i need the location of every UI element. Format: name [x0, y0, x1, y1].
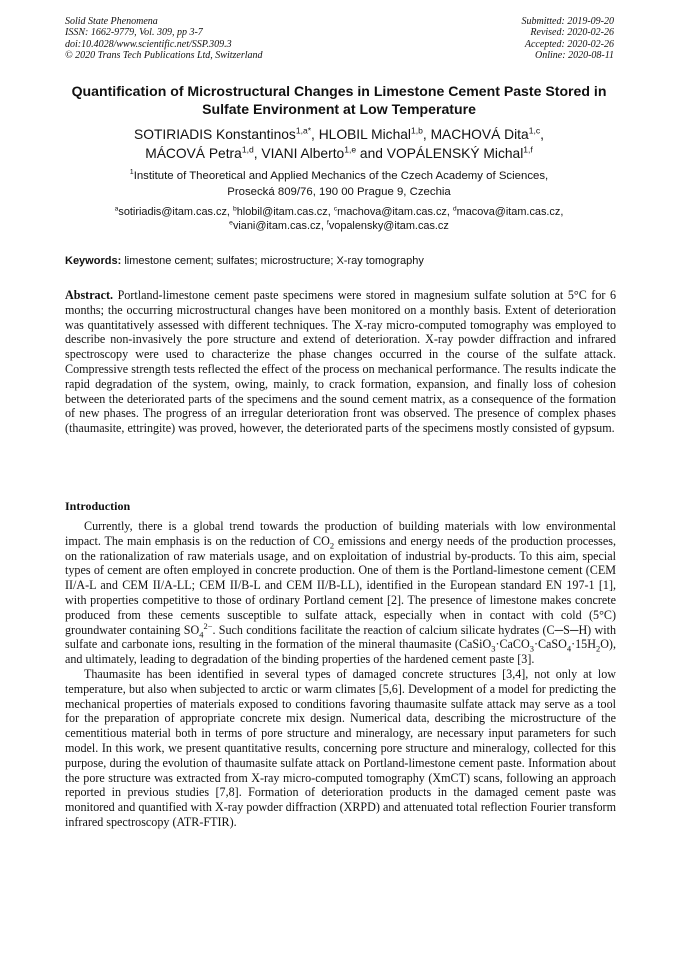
email-link[interactable]: macova@itam.cas.cz — [456, 206, 561, 218]
author-separator: , — [311, 127, 319, 142]
subscript: 2 — [329, 540, 335, 551]
copyright-line: © 2020 Trans Tech Publications Ltd, Switzerland — [65, 50, 263, 62]
abstract-text: Portland-limestone cement paste specimens were stored in magnesium sulfate solution at 5°C for 6 months; the occurring microstructural changes have been monitored on a monthly basis. Extent of deterioration was quantitatively assessed with different techniques. The X-ray micro-computed tomography was employed to describe non-invasively the pore structure and extend of deterioration. X-ray powder diffraction and infrared spectroscopy were used to characterize the phase changes occurred in the course of the sulfate attack. Compressive strength tests reflected the effect of the process on mechanical performance. The results indicate the rapid degradation of the system, owing, mainly, to crack formation, expansion, and finally loss of cohesion between the deteriorated parts of the specimens and the sound cement matrix, as a consequence of the formation of new phases. The progress of an irregular deterioration front was observed. The presence of complex phases (thaumasite, ettringite) was proved, however, the deteriorated parts of the specimens mostly consisted of gypsum. — [65, 288, 616, 436]
affiliation — [62, 169, 616, 200]
paragraph — [65, 519, 616, 667]
introduction-body — [65, 519, 616, 830]
paragraph: Thaumasite has been identified in several types of damaged concrete structures [3,4], not only at low temperature, but also when subjected to arctic or warm climates [5,6]. Development of a model for predicting the mechanical properties of materials exposed to conditions favoring thaumasite sulfate attack may serve as a tool for the preparation of appropriate concrete mix design. Numerical data, describing the microstructure of the cementitious material both in terms of pore structure and mineralogy, are necessary input parameters for such model. In this work, we present quantitative results, concerning pore structure and mineralogy, collected for this purpose, during the evolution of thaumasite sulfate attack on Portland-limestone cement paste. Information about the pore structure was extracted from X-ray micro-computed tomography (XmCT) scans, following an approach reported in previous studies [7,8]. Formation of deterioration products in the damaged cement paste was monitored and quantified with X-ray powder diffraction (XRPD) and attenuated total reflection Fourier transform infrared spectroscopy (ATR-FTIR). — [65, 666, 616, 829]
email-mark: c — [333, 205, 338, 213]
email-link[interactable]: sotiriadis@itam.cas.cz — [118, 206, 227, 218]
email-link[interactable]: machova@itam.cas.cz — [337, 206, 447, 218]
email-list — [62, 206, 616, 233]
author-affil-mark: 1,b — [411, 125, 423, 136]
author-name: MÁCOVÁ Petra — [145, 146, 242, 161]
revised-date: Revised: 2020-02-26 — [530, 27, 614, 39]
text-run: O), and ultimately, leading to degradation of the binding properties of the hardened cement paste [3]. — [65, 637, 616, 667]
email-separator: , — [560, 206, 564, 218]
email-mark: d — [452, 205, 457, 213]
author-affil-mark: 1,c — [528, 125, 541, 136]
email-separator: , — [226, 206, 233, 218]
keywords — [65, 254, 615, 268]
text-run: ·CaCO — [495, 637, 530, 652]
text-run: ·CaSO — [533, 637, 567, 652]
affiliation-line: Institute of Theoretical and Applied Mechanics of the Czech Academy of Sciences, — [133, 170, 549, 182]
email-link[interactable]: viani@itam.cas.cz — [232, 219, 321, 232]
paper-title: Quantification of Microstructural Changes in Limestone Cement Paste Stored in Sulfate Environment at Low Temperature — [71, 83, 607, 117]
author-name: MACHOVÁ Dita — [430, 127, 529, 142]
submission-dates — [522, 16, 615, 62]
author-name: VIANI Alberto — [261, 146, 345, 161]
text-run: Currently, there is a global trend towards the production of building materials with low environmental impact. The main emphasis is on the reduction of CO — [65, 519, 616, 548]
author-affil-mark: 1,e — [344, 144, 357, 155]
keywords-label: Keywords: — [65, 255, 122, 267]
author-affil-mark: 1,f — [523, 144, 533, 155]
superscript: 2− — [203, 620, 213, 631]
subscript: 4 — [199, 628, 204, 639]
email-link[interactable]: hlobil@itam.cas.cz — [236, 206, 328, 218]
email-separator: , — [320, 219, 327, 232]
doi-line: doi:10.4028/www.scientific.net/SSP.309.3 — [65, 38, 232, 50]
journal-name: Solid State Phenomena — [65, 16, 158, 27]
author-list — [62, 125, 616, 163]
author-affil-mark: 1,a* — [295, 125, 312, 136]
text-run: ·15H — [571, 637, 596, 652]
author-name: VOPÁLENSKÝ Michal — [386, 146, 524, 161]
online-date: Online: 2020-08-11 — [535, 50, 614, 62]
author-name: SOTIRIADIS Konstantinos — [134, 127, 296, 142]
subscript: 3 — [529, 643, 534, 654]
journal-info — [65, 16, 263, 62]
abstract — [65, 288, 616, 436]
author-affil-mark: 1,d — [241, 144, 254, 155]
subscript: 4 — [566, 643, 572, 654]
text-run: emissions and energy needs of the production processes, on the rationalization of raw materials usage, and on exploitation of industrial by-products. To this aim, special types of cement are often employed in concrete production. One of them is the Portland-limestone cement (CEM II/A-L and CEM II/A-LL; CEM II/B-L and CEM II/B-LL), identified in the European standard EN 197-1 [1], with properties competitive to those of ordinary Portland cement [2]. The presence of limestone makes concrete produced from these cements susceptible to sulfate attack, especially when in contact with cold (5°C) groundwater containing SO — [65, 533, 616, 637]
email-separator: , — [327, 206, 334, 218]
author-separator: , — [422, 127, 431, 142]
section-heading-introduction: Introduction — [65, 499, 131, 513]
email-separator: , — [446, 206, 453, 218]
email-mark: f — [326, 218, 329, 226]
email-link[interactable]: vopalensky@itam.cas.cz — [328, 219, 449, 232]
text-run: . Such conditions facilitate the reaction of calcium silicate hydrates (C─S─H) with sulfate and carbonate ions, resulting in the formation of the mineral thaumasite (CaSiO — [65, 622, 616, 652]
submitted-date: Submitted: 2019-09-20 — [521, 16, 614, 27]
email-mark: e — [229, 218, 233, 226]
affiliation-address: Prosecká 809/76, 190 00 Prague 9, Czechia — [227, 185, 451, 198]
issn-line: ISSN: 1662-9779, Vol. 309, pp 3-7 — [65, 27, 203, 39]
author-separator: and — [356, 146, 387, 161]
email-mark: b — [232, 205, 237, 213]
affiliation-mark: 1 — [129, 169, 134, 177]
author-separator: , — [253, 146, 262, 161]
accepted-date: Accepted: 2020-02-26 — [524, 38, 614, 50]
author-name: HLOBIL Michal — [318, 127, 411, 142]
abstract-label: Abstract. — [65, 288, 114, 302]
subscript: 3 — [491, 643, 496, 654]
keywords-text: limestone cement; sulfates; microstructure; X-ray tomography — [124, 255, 424, 267]
subscript: 2 — [595, 643, 601, 654]
email-mark: a — [114, 205, 119, 213]
author-separator: , — [540, 127, 544, 142]
